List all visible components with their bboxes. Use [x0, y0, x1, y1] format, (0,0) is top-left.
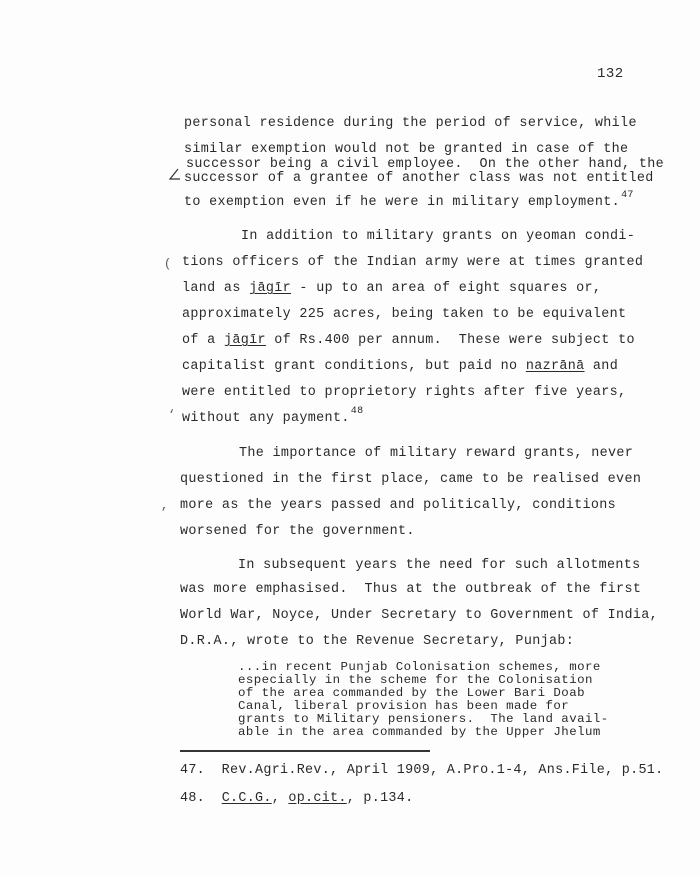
body-line-indent: In subsequent years the need for such allotments: [238, 558, 641, 573]
body-text: and: [584, 359, 619, 374]
body-text: of a: [182, 333, 224, 348]
body-line: [182, 333, 635, 349]
margin-mark: ‘: [168, 408, 176, 422]
body-line: worsened for the government.: [180, 524, 415, 539]
body-line-indent: In addition to military grants on yeoman condi-: [241, 229, 636, 244]
page-number: 132: [597, 66, 624, 82]
insertion-mark-icon: [168, 168, 180, 180]
body-line: tions officers of the Indian army were at times granted: [182, 255, 644, 270]
body-line: D.R.A., wrote to the Revenue Secretary, Punjab:: [180, 634, 575, 649]
footnote-divider: [180, 750, 430, 752]
quote-line: ...in recent Punjab Colonisation schemes, more: [238, 660, 601, 674]
body-line: personal residence during the period of service, while: [184, 116, 637, 131]
body-text: land as: [182, 281, 250, 296]
term-jagir: jāgīr: [249, 281, 292, 296]
body-text: , p.134.: [346, 791, 414, 806]
quote-line: especially in the scheme for the Colonisation: [238, 673, 593, 687]
body-text: - up to an area of eight squares or,: [291, 281, 602, 296]
footnote-ref-48: 48: [350, 406, 364, 417]
body-line: World War, Noyce, Under Secretary to Government of India,: [180, 608, 658, 623]
body-text: capitalist grant conditions, but paid no: [182, 359, 526, 374]
quote-line: grants to Military pensioners. The land avail-: [238, 712, 609, 726]
body-text: to exemption even if he were in military employment.: [184, 195, 621, 210]
footnote-number: 48.: [180, 791, 222, 806]
citation-ccg: C.C.G.: [221, 791, 272, 806]
body-text: of Rs.400 per annum. These were subject to: [265, 333, 635, 348]
body-line: [182, 281, 601, 297]
margin-mark: (: [164, 257, 172, 271]
body-line: [182, 359, 618, 375]
term-jagir: jāgīr: [223, 333, 266, 348]
body-line: successor of a grantee of another class was not entitled: [184, 171, 654, 186]
citation-op-cit: op.cit.: [288, 791, 347, 806]
quote-line: able in the area commanded by the Upper Jhelum: [238, 725, 601, 739]
body-line: [182, 406, 364, 428]
body-line: approximately 225 acres, being taken to be equivalent: [182, 307, 627, 322]
body-line: similar exemption would not be granted in case of the: [184, 142, 629, 157]
body-line-inserted: successor being a civil employee. On the other hand, the: [186, 157, 664, 172]
body-line: were entitled to proprietory rights after five years,: [182, 385, 627, 400]
term-nazrana: nazrānā: [525, 359, 585, 374]
quote-line: of the area commanded by the Lower Bari Doab: [238, 686, 585, 700]
quote-line: Canal, liberal provision has been made for: [238, 699, 570, 713]
body-text: without any payment.: [182, 411, 350, 426]
body-text: ,: [271, 791, 289, 806]
footnote-47: 47. Rev.Agri.Rev., April 1909, A.Pro.1-4, Ans.File, p.51.: [180, 763, 664, 778]
body-line: questioned in the first place, came to be realised even: [180, 472, 642, 487]
body-line: was more emphasised. Thus at the outbreak of the first: [180, 582, 642, 597]
footnote-48: [180, 791, 413, 807]
margin-mark: ,: [161, 499, 169, 513]
footnote-ref-47: 47: [621, 190, 634, 201]
body-line-indent: The importance of military reward grants, never: [239, 446, 634, 461]
body-line: [184, 190, 634, 212]
body-line: more as the years passed and politically, conditions: [180, 498, 617, 513]
